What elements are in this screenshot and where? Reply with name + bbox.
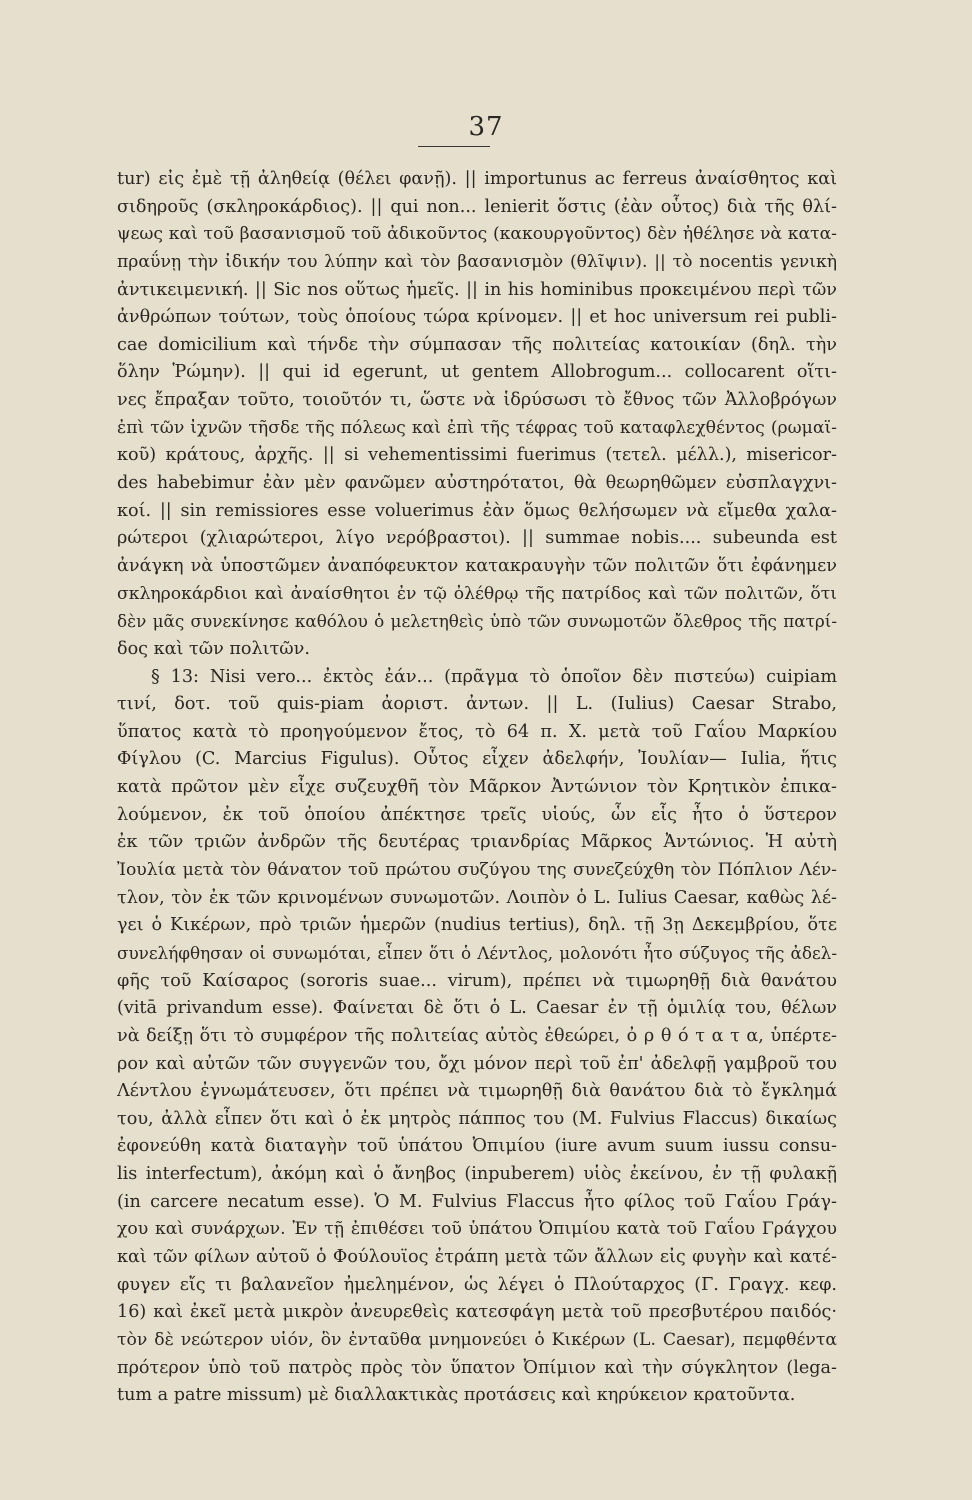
text-line: ἀνάγκη νὰ ὑποστῶμεν ἀναπόφευκτον κατακραυγὴν τῶν πολιτῶν ὅτι ἐφάνημεν xyxy=(117,555,837,576)
text-line: καὶ τῶν φίλων αὐτοῦ ὁ Φούλουϊος ἐτράπη μετὰ τῶν ἄλλων εἰς φυγὴν καὶ κατέ- xyxy=(117,1246,837,1267)
text-line: ἀντικειμενική. || Sic nos οὕτως ἡμεῖς. || in his hominibus προκειμένου περὶ τῶν xyxy=(117,279,837,300)
text-line: τλον, τὸν ἐκ τῶν κρινομένων συνωμοτῶν. Λοιπὸν ὁ L. Iulius Caesar, καθὼς λέ- xyxy=(117,887,837,908)
text-line: ἐπὶ τῶν ἰχνῶν τῆσδε τῆς πόλεως καὶ ἐπὶ τῆς τέφρας τοῦ καταφλεχθέντος (ρωμαϊ- xyxy=(117,417,837,438)
text-line: σιδηροῦς (σκληροκάρδιος). || qui non... lenierit ὅστις (ἐὰν οὗτος) διὰ τῆς θλί- xyxy=(117,196,837,217)
text-line: lis interfectum), ἀκόμη καὶ ὁ ἄνηβος (inpuberem) υἱὸς ἐκείνου, ἐν τῇ φυλακῇ xyxy=(117,1164,837,1185)
text-line: (vitā privandum esse). Φαίνεται δὲ ὅτι ὁ L. Caesar ἐν τῇ ὁμιλίᾳ του, θέλων xyxy=(117,998,837,1019)
text-line: τινί, δοτ. τοῦ quis-piam ἀοριστ. ἀντων. || L. (Iulius) Caesar Strabo, xyxy=(117,694,837,715)
text-line: cae domicilium καὶ τήνδε τὴν σύμπασαν τῆς πολιτείας κατοικίαν (δηλ. τὴν xyxy=(117,334,837,355)
text-line-paragraph-end: δος καὶ τῶν πολιτῶν. xyxy=(117,638,310,659)
text-line: λούμενον, ἐκ τοῦ ὁποίου ἀπέκτησε τρεῖς υἱούς, ὧν εἷς ἦτο ὁ ὕστερον xyxy=(117,804,837,825)
page-number: 37 xyxy=(468,112,504,142)
text-line: Λέντλου ἐγνωμάτευσεν, ὅτι πρέπει νὰ τιμωρηθῇ διὰ θανάτου διὰ τὸ ἔγκλημά xyxy=(117,1081,837,1102)
text-line: ἐφονεύθη κατὰ διαταγὴν τοῦ ὑπάτου Ὀπιμίου (iure avum suum iussu consu- xyxy=(117,1136,837,1157)
text-line: ρον καὶ αὐτῶν τῶν συγγενῶν του, ὄχι μόνον περὶ τοῦ ἐπ' ἀδελφῇ γαμβροῦ του xyxy=(117,1053,837,1074)
text-line: του, ἀλλὰ εἶπεν ὅτι καὶ ὁ ἐκ μητρὸς πάππος του (M. Fulvius Flaccus) δικαίως xyxy=(117,1108,837,1129)
body-text xyxy=(117,166,837,1410)
text-line: τὸν δὲ νεώτερον υἱόν, ὃν ἐνταῦθα μνημονεύει ὁ Κικέρων (L. Caesar), πεμφθέντα xyxy=(117,1329,837,1350)
page-number-rule xyxy=(418,146,490,147)
text-line: κατὰ πρῶτον μὲν εἶχε συζευχθῆ τὸν Μᾶρκον Ἀντώνιον τὸν Κρητικὸν ἐπικα- xyxy=(117,777,837,798)
text-line: ἀνθρώπων τούτων, τοὺς ὁποίους τώρα κρίνομεν. || et hoc universum rei publi- xyxy=(117,307,837,328)
text-line: σκληροκάρδιοι καὶ ἀναίσθητοι ἐν τῷ ὀλέθρῳ τῆς πατρίδος καὶ τῶν πολιτῶν, ὅτι xyxy=(117,583,837,604)
text-line: ὅλην Ῥώμην). || qui id egerunt, ut gentem Allobrogum... collocarent οἵτι- xyxy=(117,362,837,383)
text-line: φῆς τοῦ Καίσαρος (sororis suae... virum), πρέπει νὰ τιμωρηθῇ διὰ θανάτου xyxy=(117,970,837,991)
text-line: κοί. || sin remissiores esse voluerimus ἐὰν ὅμως θελήσωμεν νὰ εἴμεθα χαλα- xyxy=(117,500,837,521)
text-line-paragraph-end: tum a patre missum) μὲ διαλλακτικὰς προτάσεις καὶ κηρύκειον κρατοῦντα. xyxy=(117,1385,796,1406)
text-line: Φίγλου (C. Marcius Figulus). Οὗτος εἶχεν ἀδελφήν, Ἰουλίαν— Iulia, ἥτις xyxy=(117,749,837,770)
text-line: νες ἔπραξαν τοῦτο, τοιοῦτόν τι, ὥστε νὰ ἱδρύσωσι τὸ ἔθνος τῶν Ἀλλοβρόγων xyxy=(117,390,837,411)
text-line: κοῦ) κράτους, ἀρχῆς. || si vehementissimi fuerimus (τετελ. μέλλ.), misericor- xyxy=(117,445,837,466)
text-line: πραΰνῃ τὴν ἰδικήν του λύπην καὶ τὸν βασανισμὸν (θλῖψιν). || τὸ nocentis γενικὴ xyxy=(117,251,837,272)
text-line: tur) εἰς ἐμὲ τῇ ἀληθείᾳ (θέλει φανῇ). || importunus ac ferreus ἀναίσθητος καὶ xyxy=(117,169,837,189)
text-line: νὰ δείξῃ ὅτι τὸ συμφέρον τῆς πολιτείας αὐτὸς ἐθεώρει, ὀ ρ θ ό τ α τ α, ὑπέρτε- xyxy=(117,1025,837,1046)
text-line: γει ὁ Κικέρων, πρὸ τριῶν ἡμερῶν (nudius tertius), δηλ. τῇ 3ῃ Δεκεμβρίου, ὅτε xyxy=(117,915,837,936)
text-line: δὲν μᾶς συνεκίνησε καθόλου ὁ μελετηθεὶς ὑπὸ τῶν συνωμοτῶν ὄλεθρος τῆς πατρί- xyxy=(117,611,837,632)
text-line: ὕπατος κατὰ τὸ προηγούμενον ἔτος, τὸ 64 π. Χ. μετὰ τοῦ Γαΐου Μαρκίου xyxy=(117,721,837,742)
text-line: des habebimur ἐὰν μὲν φανῶμεν αὐστηρότατοι, θὰ θεωρηθῶμεν εὐσπλαγχνι- xyxy=(117,473,837,494)
text-line: πρότερον ὑπὸ τοῦ πατρὸς πρὸς τὸν ὕπατον Ὀπίμιον καὶ τὴν σύγκλητον (lega- xyxy=(117,1357,837,1378)
text-line: φυγεν εἴς τι βαλανεῖον ἠμελημένον, ὡς λέγει ὁ Πλούταρχος (Γ. Γραγχ. κεφ. xyxy=(117,1274,837,1295)
text-line: Ἰουλία μετὰ τὸν θάνατον τοῦ πρώτου συζύγου της συνεζεύχθη τὸν Πόπλιον Λέν- xyxy=(117,860,837,881)
text-line: χου καὶ συνάρχων. Ἐν τῇ ἐπιθέσει τοῦ ὑπάτου Ὀπιμίου κατὰ τοῦ Γαΐου Γράγχου xyxy=(117,1219,837,1240)
text-line: 16) καὶ ἐκεῖ μετὰ μικρὸν ἀνευρεθεὶς κατεσφάγη μετὰ τοῦ πρεσβυτέρου παιδός· xyxy=(117,1302,837,1323)
text-line: ἐκ τῶν τριῶν ἀνδρῶν τῆς δευτέρας τριανδρίας Μᾶρκος Ἀντώνιος. Ἡ αὐτὴ xyxy=(117,832,837,853)
text-line: ψεως καὶ τοῦ βασανισμοῦ τοῦ ἀδικοῦντος (κακουργοῦντος) δὲν ἠθέλησε νὰ κατα- xyxy=(117,224,837,245)
text-line-paragraph-start: § 13: Nisi vero... ἐκτὸς ἐάν... (πρᾶγμα τὸ ὁποῖον δὲν πιστεύω) cuipiam xyxy=(151,666,837,687)
text-line: συνελήφθησαν οἱ συνωμόται, εἶπεν ὅτι ὁ Λέντλος, μολονότι ἦτο σύζυγος τῆς ἀδελ- xyxy=(117,942,837,963)
text-line: (in carcere necatum esse). Ὁ M. Fulvius Flaccus ἦτο φίλος τοῦ Γαΐου Γράγ- xyxy=(117,1191,837,1212)
text-line: ρώτεροι (χλιαρώτεροι, λίγο νερόβραστοι). || summae nobis.... subeunda est xyxy=(117,528,837,549)
